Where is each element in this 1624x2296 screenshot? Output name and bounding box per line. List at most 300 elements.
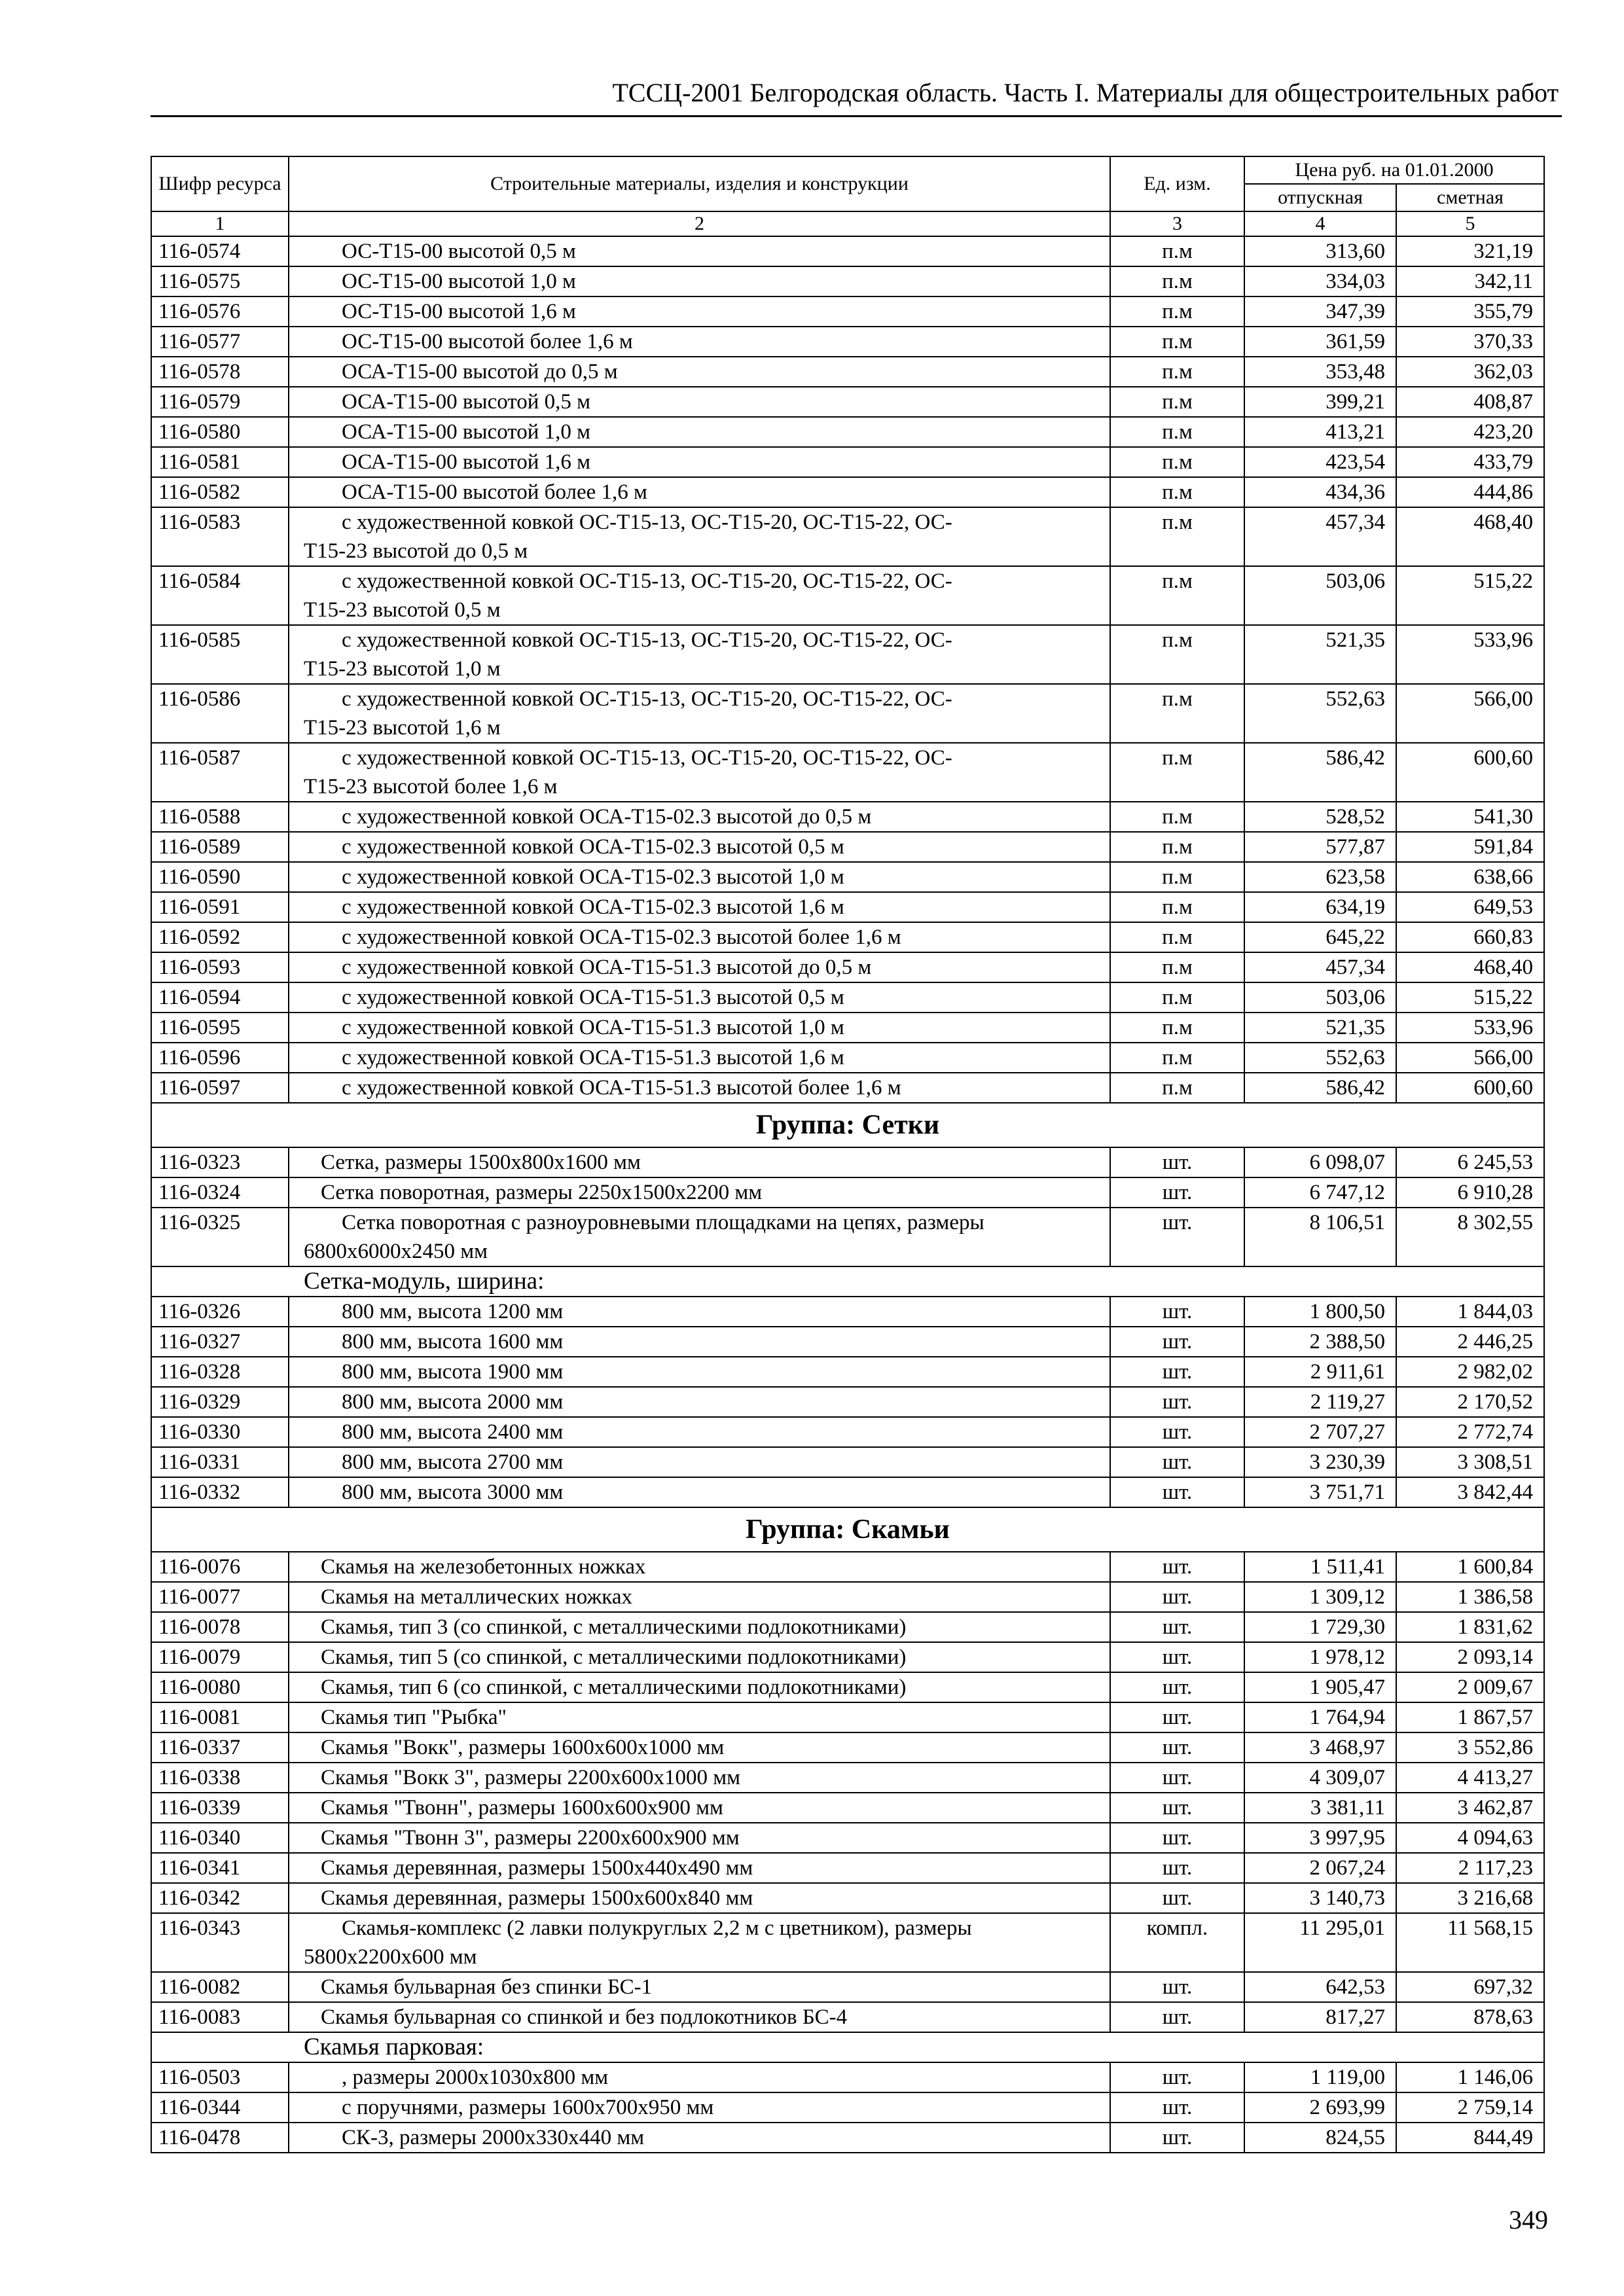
estimate-price: 660,83 — [1396, 922, 1544, 952]
estimate-price: 355,79 — [1396, 296, 1544, 327]
estimate-price: 3 308,51 — [1396, 1447, 1544, 1477]
release-price: 3 230,39 — [1244, 1447, 1396, 1477]
item-name: , размеры 2000х1030х800 мм — [289, 2062, 1110, 2092]
resource-code: 116-0328 — [151, 1357, 289, 1387]
unit-of-measure: шт. — [1110, 1972, 1244, 2002]
table-row — [151, 1702, 1544, 1732]
release-price: 2 707,27 — [1244, 1417, 1396, 1447]
item-name: с художественной ковкой ОСА-Т15-02.3 высотой 0,5 м — [289, 832, 1110, 862]
header-release-price: отпускная — [1244, 184, 1396, 211]
table-row — [151, 1883, 1544, 1913]
release-price: 2 911,61 — [1244, 1357, 1396, 1387]
unit-of-measure: шт. — [1110, 1732, 1244, 1763]
estimate-price: 321,19 — [1396, 236, 1544, 266]
resource-code: 116-0597 — [151, 1073, 289, 1103]
resource-code: 116-0331 — [151, 1447, 289, 1477]
item-name — [289, 625, 1110, 684]
table-row — [151, 1043, 1544, 1073]
item-name: Скамья, тип 3 (со спинкой, с металлическими подлокотниками) — [289, 1612, 1110, 1642]
table-row — [151, 447, 1544, 477]
table-row — [151, 1672, 1544, 1702]
resource-code: 116-0082 — [151, 1972, 289, 2002]
estimate-price: 600,60 — [1396, 1073, 1544, 1103]
item-name-line-2: 6800х6000х2450 мм — [304, 1240, 488, 1263]
estimate-price: 370,33 — [1396, 327, 1544, 357]
item-name: Скамья "Твонн 3", размеры 2200х600х900 мм — [289, 1823, 1110, 1853]
estimate-price: 1 867,57 — [1396, 1702, 1544, 1732]
subgroup-row — [151, 2032, 1544, 2062]
table-row — [151, 1642, 1544, 1672]
resource-code: 116-0574 — [151, 236, 289, 266]
table-row — [151, 743, 1544, 802]
page-header-title: ТССЦ-2001 Белгородская область. Часть I. Материалы для общестроительных работ — [612, 78, 1559, 107]
release-price: 334,03 — [1244, 266, 1396, 296]
unit-of-measure: п.м — [1110, 862, 1244, 892]
estimate-price: 423,20 — [1396, 417, 1544, 447]
table-row — [151, 1732, 1544, 1763]
estimate-price: 638,66 — [1396, 862, 1544, 892]
release-price: 1 800,50 — [1244, 1297, 1396, 1327]
resource-code: 116-0340 — [151, 1823, 289, 1853]
release-price: 642,53 — [1244, 1972, 1396, 2002]
item-name: с художественной ковкой ОСА-Т15-51.3 высотой до 0,5 м — [289, 952, 1110, 982]
header-code: Шифр ресурса — [151, 156, 289, 211]
estimate-price: 1 146,06 — [1396, 2062, 1544, 2092]
release-price: 586,42 — [1244, 743, 1396, 802]
estimate-price: 468,40 — [1396, 952, 1544, 982]
release-price: 634,19 — [1244, 892, 1396, 922]
column-number: 5 — [1396, 211, 1544, 236]
release-price: 3 140,73 — [1244, 1883, 1396, 1913]
release-price: 8 106,51 — [1244, 1208, 1396, 1266]
column-number: 3 — [1110, 211, 1244, 236]
estimate-price: 2 117,23 — [1396, 1853, 1544, 1883]
release-price: 3 468,97 — [1244, 1732, 1396, 1763]
estimate-price: 600,60 — [1396, 743, 1544, 802]
estimate-price: 6 245,53 — [1396, 1147, 1544, 1177]
estimate-price: 468,40 — [1396, 507, 1544, 566]
table-row — [151, 952, 1544, 982]
resource-code: 116-0591 — [151, 892, 289, 922]
table-row — [151, 2002, 1544, 2032]
estimate-price: 2 446,25 — [1396, 1327, 1544, 1357]
table-row — [151, 1913, 1544, 1972]
resource-code: 116-0478 — [151, 2123, 289, 2153]
unit-of-measure: шт. — [1110, 1642, 1244, 1672]
resource-code: 116-0078 — [151, 1612, 289, 1642]
resource-code: 116-0595 — [151, 1013, 289, 1043]
header-name: Строительные материалы, изделия и конструкции — [289, 156, 1110, 211]
price-table-body — [151, 236, 1544, 2153]
item-name-line-1: с художественной ковкой ОС-Т15-13, ОС-Т15-20, ОС-Т15-22, ОС- — [342, 628, 952, 652]
table-row — [151, 477, 1544, 507]
table-row — [151, 1823, 1544, 1853]
header-estimate-price: сметная — [1396, 184, 1544, 211]
estimate-price: 2 170,52 — [1396, 1387, 1544, 1417]
unit-of-measure: шт. — [1110, 1883, 1244, 1913]
item-name: с художественной ковкой ОСА-Т15-02.3 высотой до 0,5 м — [289, 802, 1110, 832]
release-price: 2 067,24 — [1244, 1853, 1396, 1883]
table-row — [151, 2092, 1544, 2123]
resource-code: 116-0580 — [151, 417, 289, 447]
estimate-price: 6 910,28 — [1396, 1177, 1544, 1208]
unit-of-measure: шт. — [1110, 1612, 1244, 1642]
estimate-price: 697,32 — [1396, 1972, 1544, 2002]
item-name: Скамья на металлических ножках — [289, 1582, 1110, 1612]
release-price: 6 098,07 — [1244, 1147, 1396, 1177]
resource-code: 116-0586 — [151, 684, 289, 743]
release-price: 528,52 — [1244, 802, 1396, 832]
release-price: 3 751,71 — [1244, 1477, 1396, 1507]
table-row — [151, 566, 1544, 625]
resource-code: 116-0337 — [151, 1732, 289, 1763]
release-price: 3 997,95 — [1244, 1823, 1396, 1853]
estimate-price: 566,00 — [1396, 684, 1544, 743]
item-name: с художественной ковкой ОСА-Т15-02.3 высотой более 1,6 м — [289, 922, 1110, 952]
unit-of-measure: шт. — [1110, 1552, 1244, 1582]
release-price: 2 693,99 — [1244, 2092, 1396, 2123]
estimate-price: 11 568,15 — [1396, 1913, 1544, 1972]
item-name-line-2: Т15-23 высотой более 1,6 м — [304, 775, 558, 798]
item-name: с художественной ковкой ОСА-Т15-02.3 высотой 1,0 м — [289, 862, 1110, 892]
resource-code: 116-0579 — [151, 387, 289, 417]
estimate-price: 3 842,44 — [1396, 1477, 1544, 1507]
resource-code: 116-0584 — [151, 566, 289, 625]
item-name: Сетка, размеры 1500х800х1600 мм — [289, 1147, 1110, 1177]
resource-code: 116-0585 — [151, 625, 289, 684]
release-price: 521,35 — [1244, 1013, 1396, 1043]
table-row — [151, 1972, 1544, 2002]
group-row — [151, 1103, 1544, 1147]
item-name — [289, 1208, 1110, 1266]
unit-of-measure: шт. — [1110, 1387, 1244, 1417]
estimate-price: 878,63 — [1396, 2002, 1544, 2032]
release-price: 1 729,30 — [1244, 1612, 1396, 1642]
unit-of-measure: шт. — [1110, 1477, 1244, 1507]
item-name: Скамья "Твонн", размеры 1600х600х900 мм — [289, 1793, 1110, 1823]
item-name: 800 мм, высота 1900 мм — [289, 1357, 1110, 1387]
unit-of-measure: шт. — [1110, 1763, 1244, 1793]
unit-of-measure: п.м — [1110, 327, 1244, 357]
estimate-price: 515,22 — [1396, 982, 1544, 1013]
table-row — [151, 327, 1544, 357]
unit-of-measure: п.м — [1110, 952, 1244, 982]
item-name: Скамья деревянная, размеры 1500х440х490 мм — [289, 1853, 1110, 1883]
unit-of-measure: шт. — [1110, 1793, 1244, 1823]
unit-of-measure: п.м — [1110, 922, 1244, 952]
resource-code: 116-0587 — [151, 743, 289, 802]
unit-of-measure: п.м — [1110, 1073, 1244, 1103]
estimate-price: 342,11 — [1396, 266, 1544, 296]
item-name: ОС-Т15-00 высотой более 1,6 м — [289, 327, 1110, 357]
table-row — [151, 417, 1544, 447]
item-name — [289, 566, 1110, 625]
resource-code: 116-0593 — [151, 952, 289, 982]
resource-code: 116-0575 — [151, 266, 289, 296]
unit-of-measure: п.м — [1110, 832, 1244, 862]
resource-code: 116-0590 — [151, 862, 289, 892]
item-name: с художественной ковкой ОСА-Т15-51.3 высотой более 1,6 м — [289, 1073, 1110, 1103]
release-price: 1 905,47 — [1244, 1672, 1396, 1702]
resource-code: 116-0577 — [151, 327, 289, 357]
estimate-price: 566,00 — [1396, 1043, 1544, 1073]
item-name-line-1: с художественной ковкой ОС-Т15-13, ОС-Т15-20, ОС-Т15-22, ОС- — [342, 569, 952, 593]
estimate-price: 4 413,27 — [1396, 1763, 1544, 1793]
group-title-benches: Группа: Скамьи — [151, 1507, 1544, 1552]
release-price: 817,27 — [1244, 2002, 1396, 2032]
subgroup-title-park-bench: Скамья парковая: — [151, 2032, 1544, 2062]
release-price: 2 119,27 — [1244, 1387, 1396, 1417]
item-name-line-2: Т15-23 высотой 0,5 м — [304, 598, 501, 622]
estimate-price: 433,79 — [1396, 447, 1544, 477]
header-unit: Ед. изм. — [1110, 156, 1244, 211]
unit-of-measure: п.м — [1110, 1013, 1244, 1043]
unit-of-measure: п.м — [1110, 507, 1244, 566]
item-name — [289, 743, 1110, 802]
unit-of-measure: шт. — [1110, 2092, 1244, 2123]
estimate-price: 2 772,74 — [1396, 1417, 1544, 1447]
item-name: Сетка поворотная, размеры 2250х1500х2200 мм — [289, 1177, 1110, 1208]
column-numbers-row — [151, 211, 1544, 236]
table-row — [151, 1073, 1544, 1103]
release-price: 503,06 — [1244, 982, 1396, 1013]
table-row — [151, 2062, 1544, 2092]
column-number: 1 — [151, 211, 289, 236]
item-name: ОС-Т15-00 высотой 1,6 м — [289, 296, 1110, 327]
estimate-price: 1 600,84 — [1396, 1552, 1544, 1582]
item-name: 800 мм, высота 1200 мм — [289, 1297, 1110, 1327]
resource-code: 116-0323 — [151, 1147, 289, 1177]
estimate-price: 2 093,14 — [1396, 1642, 1544, 1672]
resource-code: 116-0326 — [151, 1297, 289, 1327]
table-row — [151, 1208, 1544, 1266]
resource-code: 116-0077 — [151, 1582, 289, 1612]
item-name-line-1: с художественной ковкой ОС-Т15-13, ОС-Т15-20, ОС-Т15-22, ОС- — [342, 746, 952, 770]
item-name-line-1: Сетка поворотная с разноуровневыми площадками на цепях, размеры — [342, 1211, 984, 1234]
table-row — [151, 357, 1544, 387]
item-name: Скамья бульварная без спинки БС-1 — [289, 1972, 1110, 2002]
item-name — [289, 684, 1110, 743]
release-price: 1 764,94 — [1244, 1702, 1396, 1732]
item-name: Скамья "Вокк", размеры 1600х600х1000 мм — [289, 1732, 1110, 1763]
resource-code: 116-0083 — [151, 2002, 289, 2032]
table-row — [151, 1552, 1544, 1582]
unit-of-measure: п.м — [1110, 236, 1244, 266]
estimate-price: 3 216,68 — [1396, 1883, 1544, 1913]
table-row — [151, 892, 1544, 922]
subgroup-title-net-module: Сетка-модуль, ширина: — [151, 1266, 1544, 1297]
item-name — [289, 507, 1110, 566]
table-row — [151, 387, 1544, 417]
resource-code: 116-0080 — [151, 1672, 289, 1702]
unit-of-measure: п.м — [1110, 417, 1244, 447]
column-number: 4 — [1244, 211, 1396, 236]
unit-of-measure: шт. — [1110, 2002, 1244, 2032]
estimate-price: 2 009,67 — [1396, 1672, 1544, 1702]
release-price: 457,34 — [1244, 952, 1396, 982]
unit-of-measure: п.м — [1110, 684, 1244, 743]
release-price: 645,22 — [1244, 922, 1396, 952]
table-row — [151, 802, 1544, 832]
resource-code: 116-0081 — [151, 1702, 289, 1732]
resource-code: 116-0342 — [151, 1883, 289, 1913]
resource-code: 116-0589 — [151, 832, 289, 862]
price-table — [151, 156, 1545, 2153]
release-price: 11 295,01 — [1244, 1913, 1396, 1972]
page-number: 349 — [1509, 2205, 1548, 2234]
table-row — [151, 832, 1544, 862]
table-row — [151, 1793, 1544, 1823]
item-name: 800 мм, высота 2700 мм — [289, 1447, 1110, 1477]
estimate-price: 1 386,58 — [1396, 1582, 1544, 1612]
resource-code: 116-0327 — [151, 1327, 289, 1357]
unit-of-measure: п.м — [1110, 802, 1244, 832]
column-number: 2 — [289, 211, 1110, 236]
release-price: 399,21 — [1244, 387, 1396, 417]
release-price: 1 978,12 — [1244, 1642, 1396, 1672]
unit-of-measure: п.м — [1110, 266, 1244, 296]
item-name: ОС-Т15-00 высотой 1,0 м — [289, 266, 1110, 296]
table-row — [151, 1297, 1544, 1327]
unit-of-measure: шт. — [1110, 2123, 1244, 2153]
unit-of-measure: шт. — [1110, 2062, 1244, 2092]
item-name: Скамья "Вокк 3", размеры 2200х600х1000 мм — [289, 1763, 1110, 1793]
item-name-line-1: с художественной ковкой ОС-Т15-13, ОС-Т15-20, ОС-Т15-22, ОС- — [342, 687, 952, 711]
unit-of-measure: шт. — [1110, 1297, 1244, 1327]
group-title-nets: Группа: Сетки — [151, 1103, 1544, 1147]
unit-of-measure: шт. — [1110, 1823, 1244, 1853]
unit-of-measure: шт. — [1110, 1147, 1244, 1177]
estimate-price: 2 982,02 — [1396, 1357, 1544, 1387]
table-row — [151, 1387, 1544, 1417]
table-row — [151, 982, 1544, 1013]
estimate-price: 362,03 — [1396, 357, 1544, 387]
item-name: Скамья тип "Рыбка" — [289, 1702, 1110, 1732]
header-divider — [151, 115, 1562, 117]
unit-of-measure: шт. — [1110, 1447, 1244, 1477]
item-name: ОС-Т15-00 высотой 0,5 м — [289, 236, 1110, 266]
unit-of-measure: компл. — [1110, 1913, 1244, 1972]
estimate-price: 591,84 — [1396, 832, 1544, 862]
item-name-line-1: Скамья-комплекс (2 лавки полукруглых 2,2 м с цветником), размеры — [342, 1916, 972, 1940]
table-row — [151, 266, 1544, 296]
release-price: 313,60 — [1244, 236, 1396, 266]
item-name: ОСА-Т15-00 высотой 0,5 м — [289, 387, 1110, 417]
unit-of-measure: шт. — [1110, 1417, 1244, 1447]
table-row — [151, 2123, 1544, 2153]
unit-of-measure: п.м — [1110, 477, 1244, 507]
item-name: 800 мм, высота 2000 мм — [289, 1387, 1110, 1417]
item-name: ОСА-Т15-00 высотой 1,0 м — [289, 417, 1110, 447]
estimate-price: 649,53 — [1396, 892, 1544, 922]
resource-code: 116-0582 — [151, 477, 289, 507]
release-price: 3 381,11 — [1244, 1793, 1396, 1823]
item-name: с художественной ковкой ОСА-Т15-02.3 высотой 1,6 м — [289, 892, 1110, 922]
resource-code: 116-0578 — [151, 357, 289, 387]
table-row — [151, 1447, 1544, 1477]
header-price: Цена руб. на 01.01.2000 — [1244, 156, 1544, 184]
release-price: 423,54 — [1244, 447, 1396, 477]
item-name: 800 мм, высота 1600 мм — [289, 1327, 1110, 1357]
resource-code: 116-0332 — [151, 1477, 289, 1507]
item-name: с художественной ковкой ОСА-Т15-51.3 высотой 1,6 м — [289, 1043, 1110, 1073]
table-row — [151, 507, 1544, 566]
table-row — [151, 296, 1544, 327]
release-price: 577,87 — [1244, 832, 1396, 862]
estimate-price: 3 552,86 — [1396, 1732, 1544, 1763]
release-price: 4 309,07 — [1244, 1763, 1396, 1793]
release-price: 2 388,50 — [1244, 1327, 1396, 1357]
item-name: 800 мм, высота 3000 мм — [289, 1477, 1110, 1507]
resource-code: 116-0596 — [151, 1043, 289, 1073]
unit-of-measure: п.м — [1110, 625, 1244, 684]
unit-of-measure: шт. — [1110, 1208, 1244, 1266]
item-name: с художественной ковкой ОСА-Т15-51.3 высотой 0,5 м — [289, 982, 1110, 1013]
item-name: Скамья деревянная, размеры 1500х600х840 мм — [289, 1883, 1110, 1913]
item-name-line-2: Т15-23 высотой 1,0 м — [304, 657, 501, 681]
estimate-price: 844,49 — [1396, 2123, 1544, 2153]
release-price: 434,36 — [1244, 477, 1396, 507]
item-name: ОСА-Т15-00 высотой 1,6 м — [289, 447, 1110, 477]
table-row — [151, 922, 1544, 952]
item-name: 800 мм, высота 2400 мм — [289, 1417, 1110, 1447]
release-price: 413,21 — [1244, 417, 1396, 447]
table-row — [151, 862, 1544, 892]
unit-of-measure: шт. — [1110, 1853, 1244, 1883]
table-row — [151, 1147, 1544, 1177]
release-price: 1 309,12 — [1244, 1582, 1396, 1612]
release-price: 552,63 — [1244, 1043, 1396, 1073]
item-name — [289, 1913, 1110, 1972]
unit-of-measure: п.м — [1110, 1043, 1244, 1073]
release-price: 361,59 — [1244, 327, 1396, 357]
release-price: 623,58 — [1244, 862, 1396, 892]
unit-of-measure: шт. — [1110, 1177, 1244, 1208]
item-name-line-2: 5800х2200х600 мм — [304, 1945, 477, 1969]
group-row — [151, 1507, 1544, 1552]
unit-of-measure: п.м — [1110, 743, 1244, 802]
table-row — [151, 236, 1544, 266]
table-row — [151, 684, 1544, 743]
estimate-price: 2 759,14 — [1396, 2092, 1544, 2123]
table-row — [151, 1763, 1544, 1793]
estimate-price: 533,96 — [1396, 625, 1544, 684]
table-row — [151, 1357, 1544, 1387]
table-row — [151, 1327, 1544, 1357]
estimate-price: 408,87 — [1396, 387, 1544, 417]
resource-code: 116-0583 — [151, 507, 289, 566]
resource-code: 116-0325 — [151, 1208, 289, 1266]
unit-of-measure: п.м — [1110, 566, 1244, 625]
item-name: Скамья на железобетонных ножках — [289, 1552, 1110, 1582]
release-price: 824,55 — [1244, 2123, 1396, 2153]
estimate-price: 533,96 — [1396, 1013, 1544, 1043]
unit-of-measure: п.м — [1110, 982, 1244, 1013]
unit-of-measure: п.м — [1110, 387, 1244, 417]
resource-code: 116-0341 — [151, 1853, 289, 1883]
estimate-price: 8 302,55 — [1396, 1208, 1544, 1266]
release-price: 503,06 — [1244, 566, 1396, 625]
estimate-price: 4 094,63 — [1396, 1823, 1544, 1853]
resource-code: 116-0343 — [151, 1913, 289, 1972]
item-name: с художественной ковкой ОСА-Т15-51.3 высотой 1,0 м — [289, 1013, 1110, 1043]
resource-code: 116-0592 — [151, 922, 289, 952]
item-name: СК-3, размеры 2000х330х440 мм — [289, 2123, 1110, 2153]
release-price: 1 511,41 — [1244, 1552, 1396, 1582]
table-row — [151, 1177, 1544, 1208]
resource-code: 116-0329 — [151, 1387, 289, 1417]
release-price: 586,42 — [1244, 1073, 1396, 1103]
